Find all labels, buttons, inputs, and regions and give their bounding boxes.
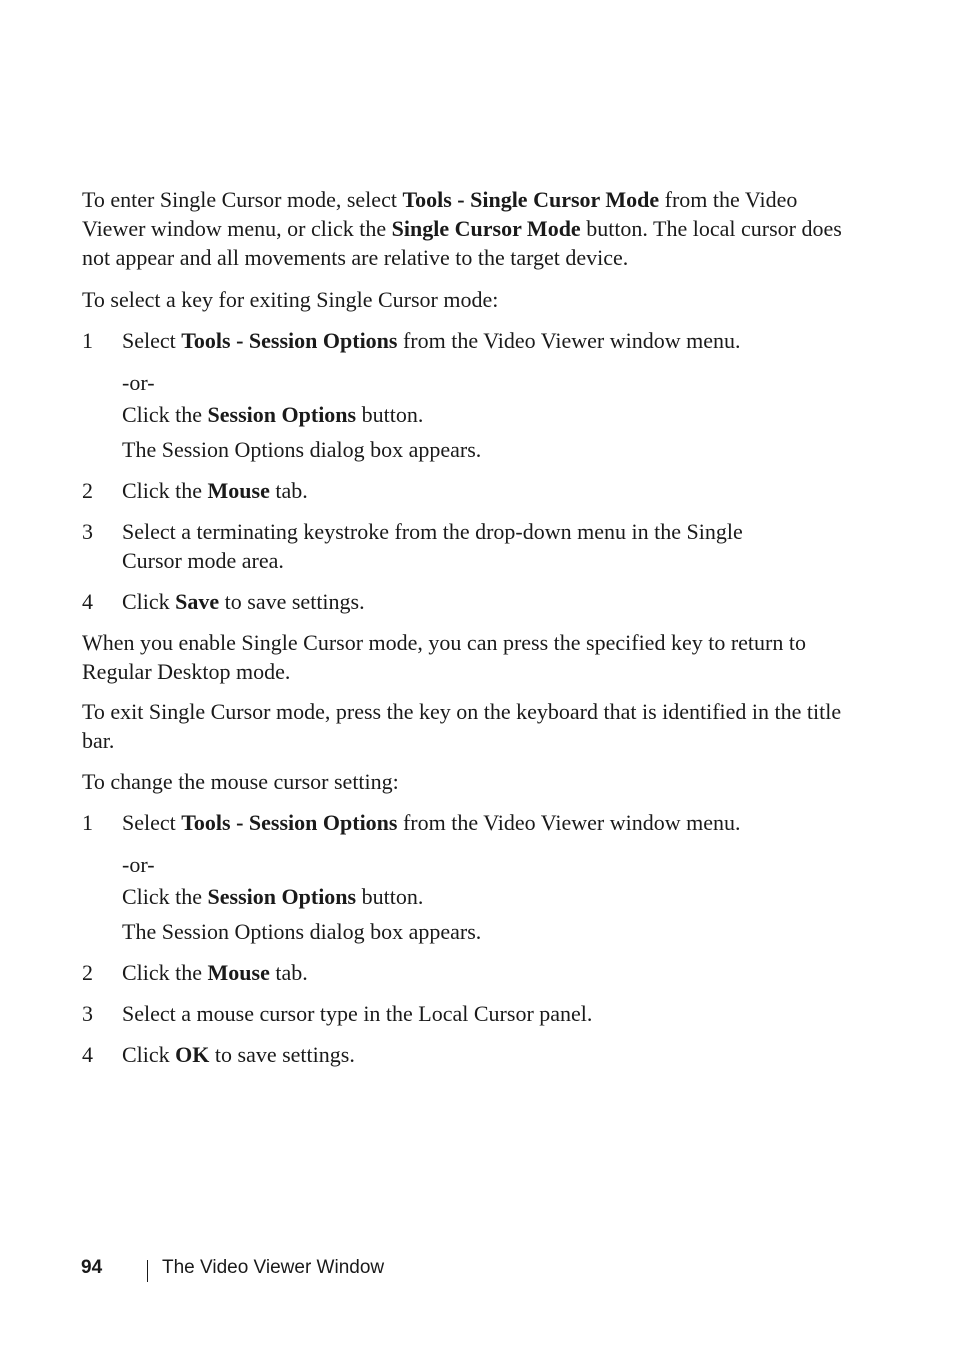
- intro-paragraph: [82, 185, 852, 272]
- exit-key-heading: To select a key for exiting Single Cursor mode:: [82, 287, 499, 312]
- step-text: button.: [356, 402, 424, 427]
- step-number: 2: [82, 478, 93, 503]
- step-text: tab.: [269, 960, 308, 985]
- menu-path-session-options: Tools - Session Options: [181, 810, 398, 835]
- button-name-session-options: Session Options: [207, 402, 357, 427]
- or-separator: -or-: [122, 852, 155, 877]
- intro-text-2: from the Video Viewer window menu, or click the: [82, 187, 798, 241]
- step-text: to save settings.: [219, 589, 365, 614]
- dialog-appears-note: The Session Options dialog box appears.: [122, 919, 482, 944]
- button-name-ok: OK: [175, 1042, 210, 1067]
- step-text: Click: [122, 1042, 176, 1067]
- exit-note: To exit Single Cursor mode, press the key on the keyboard that is identified in the title bar.: [82, 699, 842, 753]
- step-text: button.: [356, 884, 424, 909]
- step-text: tab.: [269, 478, 308, 503]
- step-text: Click: [122, 589, 176, 614]
- tab-name-mouse: Mouse: [207, 960, 270, 985]
- cursor-setting-heading: To change the mouse cursor setting:: [82, 769, 399, 794]
- menu-path-single-cursor-mode: Tools - Single Cursor Mode: [402, 187, 660, 212]
- exit-step-4: [122, 587, 852, 616]
- button-name-save: Save: [175, 589, 220, 614]
- step-text: from the Video Viewer window menu.: [397, 810, 741, 835]
- step-text: Click the: [122, 960, 208, 985]
- page-number: 94: [81, 1257, 103, 1278]
- cursor-step-1: [122, 808, 852, 837]
- intro-text-1: To enter Single Cursor mode, select: [82, 187, 403, 212]
- exit-step-2: [122, 476, 852, 505]
- step-text: Select: [122, 328, 182, 353]
- step-text: from the Video Viewer window menu.: [397, 328, 741, 353]
- step-text: Click the: [122, 884, 208, 909]
- button-name-single-cursor-mode: Single Cursor Mode: [391, 216, 581, 241]
- tab-name-mouse: Mouse: [207, 478, 270, 503]
- step-number: 4: [82, 1042, 93, 1067]
- dialog-appears-note: The Session Options dialog box appears.: [122, 437, 482, 462]
- step-number: 4: [82, 589, 93, 614]
- enable-note: When you enable Single Cursor mode, you can press the specified key to return to Regular Desktop mode.: [82, 630, 806, 684]
- step-text: Click the: [122, 402, 208, 427]
- footer-section-title: The Video Viewer Window: [162, 1257, 385, 1278]
- step-number: 1: [82, 328, 93, 353]
- or-separator: -or-: [122, 370, 155, 395]
- intro-text-3: button. The local cursor does not appear and all movements are relative to the target device.: [82, 216, 842, 270]
- cursor-step-4: [122, 1040, 852, 1069]
- exit-step-1: [122, 326, 852, 355]
- cursor-step-3: Select a mouse cursor type in the Local Cursor panel.: [122, 1001, 593, 1026]
- step-number: 2: [82, 960, 93, 985]
- cursor-step-2: [122, 958, 852, 987]
- step-number: 1: [82, 810, 93, 835]
- button-name-session-options: Session Options: [207, 884, 357, 909]
- step-number: 3: [82, 1001, 93, 1026]
- exit-step-1-alt: [122, 400, 852, 429]
- step-text: to save settings.: [209, 1042, 355, 1067]
- exit-step-3: Select a terminating keystroke from the drop-down menu in the Single Cursor mode area.: [122, 519, 743, 573]
- cursor-step-1-alt: [122, 882, 852, 911]
- footer-divider: [147, 1260, 148, 1282]
- step-text: Select: [122, 810, 182, 835]
- step-number: 3: [82, 519, 93, 544]
- menu-path-session-options: Tools - Session Options: [181, 328, 398, 353]
- step-text: Click the: [122, 478, 208, 503]
